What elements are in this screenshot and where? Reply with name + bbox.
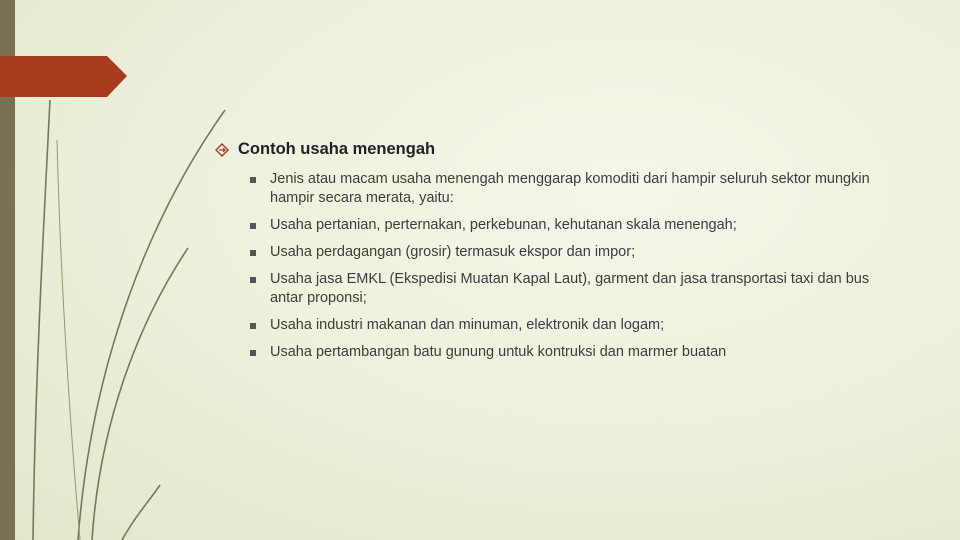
slide-content xyxy=(215,140,895,370)
list-item-text: Usaha perdagangan (grosir) termasuk ekspor dan impor; xyxy=(270,244,636,260)
list-item-text: Usaha pertambangan batu gunung untuk kontruksi dan marmer buatan xyxy=(270,344,727,360)
list-item-text: Jenis atau macam usaha menengah menggarap komoditi dari hampir seluruh sektor mungkin hampir secara merata, yaitu: xyxy=(270,171,870,206)
list-item-text: Usaha pertanian, perternakan, perkebunan, kehutanan skala menengah; xyxy=(270,217,737,233)
slide-heading xyxy=(215,140,895,159)
square-bullet-icon xyxy=(250,277,256,283)
list-item xyxy=(250,343,895,362)
bullet-list xyxy=(215,170,895,362)
heading-text: Contoh usaha menengah xyxy=(238,140,436,158)
square-bullet-icon xyxy=(250,223,256,229)
list-item xyxy=(250,170,895,208)
list-item xyxy=(250,243,895,262)
square-bullet-icon xyxy=(250,250,256,256)
list-item xyxy=(250,316,895,335)
square-bullet-icon xyxy=(250,177,256,183)
accent-tab-shape xyxy=(0,56,127,97)
list-item-text: Usaha jasa EMKL (Ekspedisi Muatan Kapal Laut), garment dan jasa transportasi taxi dan bus antar proponsi; xyxy=(270,271,870,306)
list-item-text: Usaha industri makanan dan minuman, elektronik dan logam; xyxy=(270,317,665,333)
square-bullet-icon xyxy=(250,323,256,329)
list-item xyxy=(250,216,895,235)
square-bullet-icon xyxy=(250,350,256,356)
diamond-arrow-icon xyxy=(215,143,229,157)
list-item xyxy=(250,270,895,308)
